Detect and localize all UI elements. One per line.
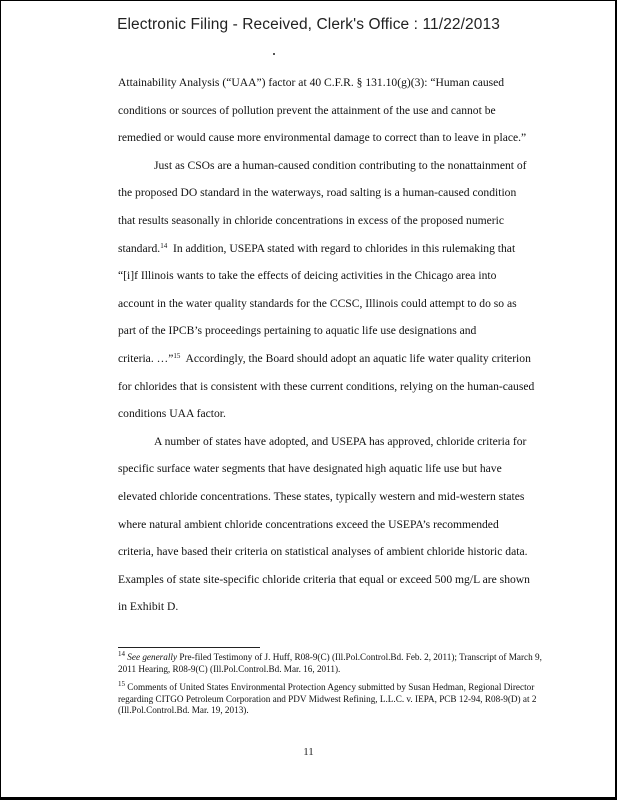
text-line: in Exhibit D. bbox=[118, 600, 179, 614]
scan-speck bbox=[273, 53, 275, 55]
paragraph-3 bbox=[118, 428, 550, 456]
text-line-with-footnote bbox=[118, 345, 550, 373]
text-line: criteria, have based their criteria on statistical analyses of ambient chloride historic data. bbox=[118, 545, 528, 559]
paragraph-2-cont bbox=[118, 179, 550, 427]
text-line: Examples of state site-specific chloride criteria that equal or exceed 500 mg/L are shown bbox=[118, 572, 530, 586]
footnote-text: Pre-filed Testimony of J. Huff, R08-9(C) (Ill.Pol.Control.Bd. Feb. 2, 2011); Transcript of March 9, 2011 Hearing, R08-9(C) (Ill.Pol.Control.Bd. Mar. 16, 2011). bbox=[118, 652, 542, 674]
paragraph-1 bbox=[118, 69, 550, 152]
text-fragment: standard. bbox=[118, 241, 161, 255]
text-fragment: In addition, USEPA stated with regard to chlorides in this rulemaking that bbox=[172, 241, 516, 255]
footnote-number: 14 bbox=[118, 650, 125, 658]
text-line-with-footnote bbox=[118, 235, 550, 263]
text-line: conditions or sources of pollution prevent the attainment of the use and cannot be bbox=[118, 103, 496, 117]
text-line: part of the IPCB’s proceedings pertaining to aquatic life use designations and bbox=[118, 324, 477, 338]
text-line: “[i]f Illinois wants to take the effects of deicing activities in the Chicago area into bbox=[118, 269, 497, 283]
footnote-divider bbox=[118, 647, 260, 648]
footnote-ref-15: 15 bbox=[173, 351, 181, 360]
footnote-14 bbox=[118, 652, 548, 675]
filing-header: Electronic Filing - Received, Clerk's Office : 11/22/2013 bbox=[117, 16, 500, 33]
footnote-number: 15 bbox=[118, 680, 125, 689]
text-line: specific surface water segments that have designated high aquatic life use but have bbox=[118, 462, 502, 476]
footnote-signal: See generally bbox=[127, 652, 178, 662]
text-line: the proposed DO standard in the waterways, road salting is a human-caused condition bbox=[118, 186, 517, 200]
text-line: for chlorides that is consistent with these current conditions, relying on the human-caused bbox=[118, 379, 535, 393]
text-fragment: criteria. …” bbox=[118, 351, 174, 365]
body-text bbox=[118, 69, 550, 621]
text-line: account in the water quality standards for the CCSC, Illinois could attempt to do so as bbox=[118, 296, 517, 310]
text-line: conditions UAA factor. bbox=[118, 407, 226, 421]
paragraph-3-cont bbox=[118, 455, 550, 621]
text-line: A number of states have adopted, and USEPA has approved, chloride criteria for bbox=[154, 434, 527, 448]
text-line: that results seasonally in chloride concentrations in excess of the proposed numeric bbox=[118, 213, 505, 227]
page-number: 11 bbox=[303, 746, 314, 758]
footnote-ref-14: 14 bbox=[160, 241, 168, 250]
footnote-15 bbox=[118, 682, 548, 717]
text-line: Attainability Analysis (“UAA”) factor at 40 C.F.R. § 131.10(g)(3): “Human caused bbox=[118, 76, 505, 89]
footnote-text: Comments of United States Environmental Protection Agency submitted by Susan Hedman, Regional Director regarding CITGO Petroleum Corporation and PDV Midwest Refining, L.L.C. v. IEPA, PCB 12-94, R08-9(D) at 2 (Ill.Pol.Control.Bd. Mar. 19, 2013). bbox=[118, 682, 537, 716]
text-fragment: Accordingly, the Board should adopt an aquatic life water quality criterion bbox=[185, 351, 531, 365]
text-line: where natural ambient chloride concentrations exceed the USEPA’s recommended bbox=[118, 517, 499, 531]
paragraph-2 bbox=[118, 152, 550, 180]
text-line: elevated chloride concentrations. These states, typically western and mid-western states bbox=[118, 489, 525, 503]
scan-border-left bbox=[0, 0, 1, 800]
text-line: remedied or would cause more environmental damage to correct than to leave in place.” bbox=[118, 131, 527, 145]
scan-border-top bbox=[0, 0, 617, 1]
text-line: Just as CSOs are a human-caused condition contributing to the nonattainment of bbox=[154, 158, 527, 172]
footnotes bbox=[118, 652, 548, 724]
